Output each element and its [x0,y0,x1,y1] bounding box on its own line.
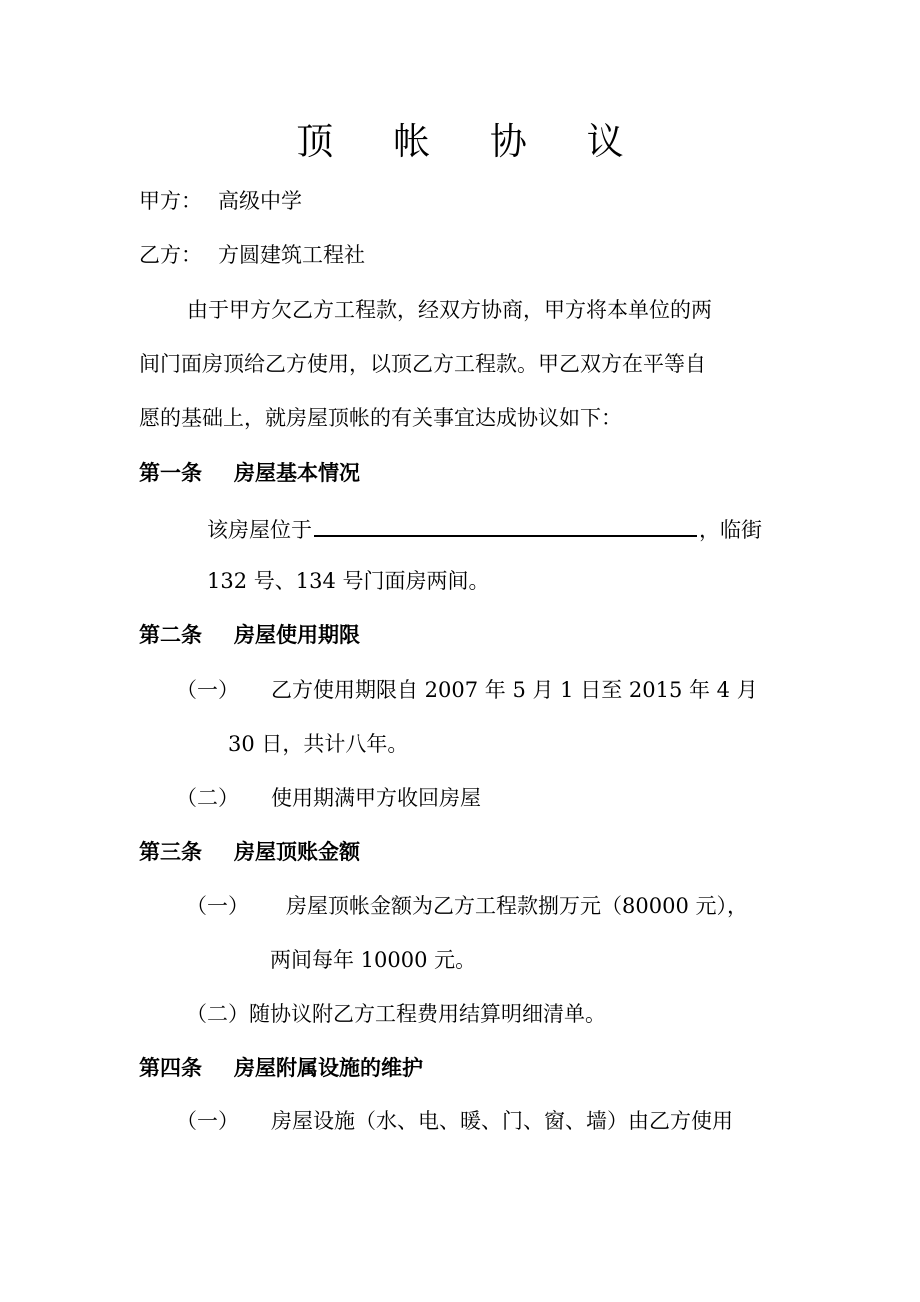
article-2-item-2-text: 使用期满甲方收回房屋 [271,786,481,810]
article-3-number: 第三条 [139,839,202,864]
article-2-title: 房屋使用期限 [234,622,360,647]
article-4-item-1-text: 房屋设施（水、电、暖、门、窗、墙）由乙方使用 [271,1109,733,1133]
article-2-item-2-marker: （二） [176,786,239,810]
intro-line-3: 愿的基础上，就房屋顶帐的有关事宜达成协议如下： [139,406,622,430]
party-a-name: 高级中学 [218,189,302,213]
party-a-label: 甲方： [139,189,202,213]
article-2-number: 第二条 [139,622,202,647]
party-a-line [139,187,302,215]
party-b-line [139,241,365,269]
article-3-item-1 [186,892,748,920]
article-2-heading [139,621,360,649]
intro-line-2: 间门面房顶给乙方使用，以顶乙方工程款。甲乙双方在平等自 [139,352,706,376]
article-2-item-1-text: 乙方使用期限自 2007 年 5 月 1 日至 2015 年 4 月 [271,678,758,702]
article-1-number: 第一条 [139,460,202,485]
article-3-item-1-text: 房屋顶帐金额为乙方工程款捌万元（80000 元）， [286,894,748,918]
article-4-number: 第四条 [139,1055,202,1080]
article-4-title: 房屋附属设施的维护 [234,1055,423,1080]
article-3-title: 房屋顶账金额 [234,839,360,864]
location-blank-field [314,513,697,537]
article-1-heading [139,459,360,487]
party-b-label: 乙方： [139,243,202,267]
article-3-item-1-marker: （一） [186,894,249,918]
article-1-title: 房屋基本情况 [234,460,360,485]
article-3-heading [139,838,360,866]
article-3-item-2: （二）随协议附乙方工程费用结算明细清单。 [186,1002,606,1026]
article-2-item-1-line-2: 30 日，共计八年。 [228,732,409,756]
location-prefix: 该房屋位于 [207,518,312,542]
article-4-item-1 [176,1107,733,1135]
party-b-name: 方圆建筑工程社 [218,243,365,267]
article-4-heading [139,1054,423,1082]
location-suffix: ，临街 [699,518,762,542]
article-2-item-2 [176,784,481,812]
article-1-location-line [207,513,762,544]
article-2-item-1-marker: （一） [176,678,239,702]
intro-line-1: 由于甲方欠乙方工程款，经双方协商，甲方将本单位的两 [187,298,712,322]
article-2-item-1 [176,676,758,704]
article-3-item-1-line-2: 两间每年 10000 元。 [270,948,477,972]
document-title: 顶 帐 协 议 [296,120,648,163]
article-1-line-2: 132 号、134 号门面房两间。 [207,569,490,593]
article-4-item-1-marker: （一） [176,1109,239,1133]
